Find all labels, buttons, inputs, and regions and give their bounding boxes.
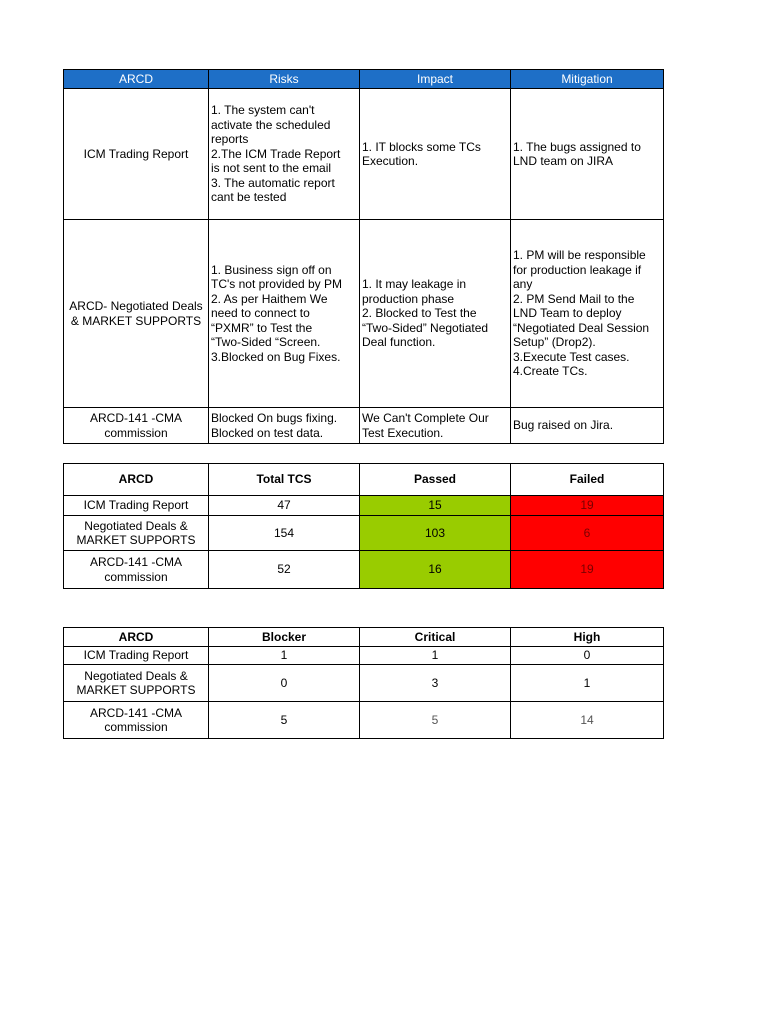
exec-arcd-cell: ARCD-141 -CMA commission xyxy=(64,551,209,589)
bug-blocker-cell: 1 xyxy=(209,647,360,665)
bug-header-high: High xyxy=(511,628,664,647)
risk-header-row xyxy=(64,70,664,89)
risk-mitigation-cell: 1. The bugs assigned to LND team on JIRA xyxy=(511,89,664,220)
risk-header-mitigation: Mitigation xyxy=(511,70,664,89)
bug-severity-table xyxy=(63,627,664,739)
risk-risks-cell: 1. Business sign off on TC's not provided by PM 2. As per Haithem We need to connect to “PXMR” to Test the “Two-Sided “Screen. 3.Blocked on Bug Fixes. xyxy=(209,220,360,408)
exec-header-row xyxy=(64,464,664,496)
exec-arcd-cell: ICM Trading Report xyxy=(64,496,209,516)
risk-arcd-cell: ICM Trading Report xyxy=(64,89,209,220)
bug-header-critical: Critical xyxy=(360,628,511,647)
table-row xyxy=(64,702,664,739)
exec-total-cell: 154 xyxy=(209,516,360,551)
table-row xyxy=(64,220,664,408)
risk-risks-cell: Blocked On bugs fixing. Blocked on test data. xyxy=(209,408,360,444)
bug-blocker-cell: 0 xyxy=(209,665,360,702)
exec-passed-cell: 16 xyxy=(360,551,511,589)
risk-risks-cell: 1. The system can't activate the scheduled reports 2.The ICM Trade Report is not sent to the email 3. The automatic report cant be tested xyxy=(209,89,360,220)
table-row xyxy=(64,516,664,551)
bug-header-blocker: Blocker xyxy=(209,628,360,647)
risk-impact-cell: 1. It may leakage in production phase 2. Blocked to Test the “Two-Sided” Negotiated Deal function. xyxy=(360,220,511,408)
risk-header-impact: Impact xyxy=(360,70,511,89)
risk-arcd-cell: ARCD- Negotiated Deals & MARKET SUPPORTS xyxy=(64,220,209,408)
exec-failed-cell: 6 xyxy=(511,516,664,551)
table-row xyxy=(64,551,664,589)
exec-passed-cell: 103 xyxy=(360,516,511,551)
bug-high-cell: 1 xyxy=(511,665,664,702)
risk-mitigation-cell: 1. PM will be responsible for production leakage if any 2. PM Send Mail to the LND Team to deploy “Negotiated Deal Session Setup” (Drop2). 3.Execute Test cases. 4.Create TCs. xyxy=(511,220,664,408)
bug-arcd-cell: Negotiated Deals & MARKET SUPPORTS xyxy=(64,665,209,702)
table-row xyxy=(64,496,664,516)
bug-header-arcd: ARCD xyxy=(64,628,209,647)
table-row xyxy=(64,89,664,220)
bug-critical-cell: 3 xyxy=(360,665,511,702)
bug-arcd-cell: ICM Trading Report xyxy=(64,647,209,665)
risk-table xyxy=(63,69,664,444)
table-row xyxy=(64,408,664,444)
risk-header-risks: Risks xyxy=(209,70,360,89)
risk-impact-cell: 1. IT blocks some TCs Execution. xyxy=(360,89,511,220)
bug-arcd-cell: ARCD-141 -CMA commission xyxy=(64,702,209,739)
risk-impact-cell: We Can't Complete Our Test Execution. xyxy=(360,408,511,444)
risk-mitigation-cell: Bug raised on Jira. xyxy=(511,408,664,444)
table-row xyxy=(64,647,664,665)
exec-arcd-cell: Negotiated Deals & MARKET SUPPORTS xyxy=(64,516,209,551)
execution-table xyxy=(63,463,664,589)
exec-header-arcd: ARCD xyxy=(64,464,209,496)
exec-header-failed: Failed xyxy=(511,464,664,496)
bug-blocker-cell: 5 xyxy=(209,702,360,739)
bug-critical-cell: 1 xyxy=(360,647,511,665)
exec-passed-cell: 15 xyxy=(360,496,511,516)
exec-failed-cell: 19 xyxy=(511,551,664,589)
exec-header-passed: Passed xyxy=(360,464,511,496)
exec-total-cell: 47 xyxy=(209,496,360,516)
exec-header-total: Total TCS xyxy=(209,464,360,496)
bug-header-row xyxy=(64,628,664,647)
bug-high-cell: 0 xyxy=(511,647,664,665)
risk-arcd-cell: ARCD-141 -CMA commission xyxy=(64,408,209,444)
exec-total-cell: 52 xyxy=(209,551,360,589)
bug-high-cell: 14 xyxy=(511,702,664,739)
exec-failed-cell: 19 xyxy=(511,496,664,516)
table-row xyxy=(64,665,664,702)
bug-critical-cell: 5 xyxy=(360,702,511,739)
risk-header-arcd: ARCD xyxy=(64,70,209,89)
